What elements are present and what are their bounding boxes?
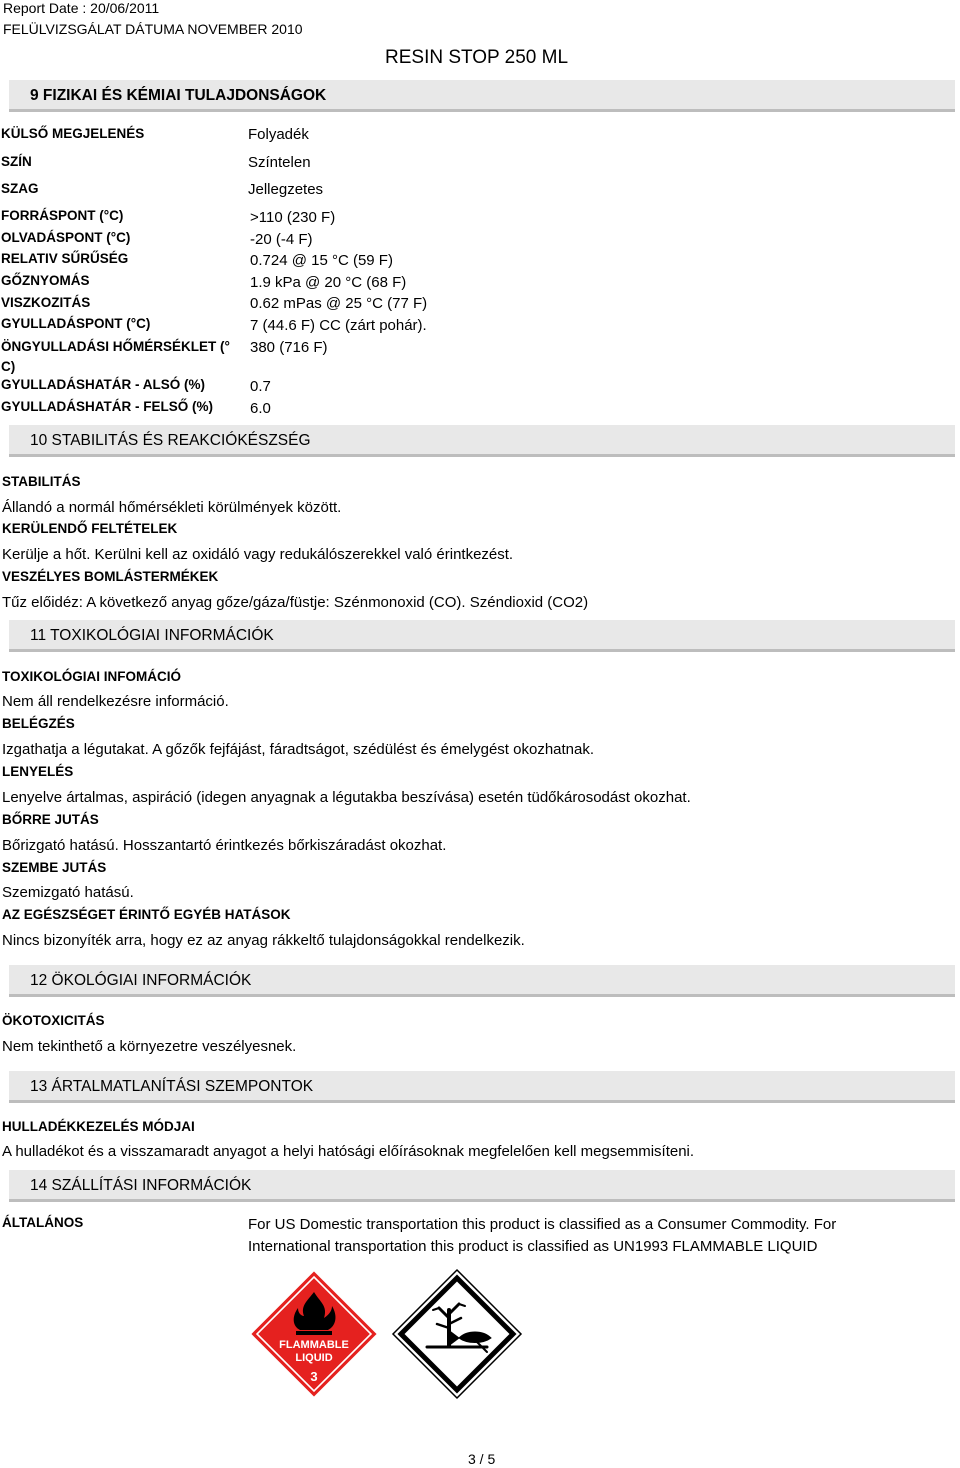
prop-label: SZÍN [1,154,32,169]
prop-label: FORRÁSPONT (°C) [1,208,124,223]
prop-value: 6.0 [250,400,271,417]
section-9-title: 9 FIZIKAI ÉS KÉMIAI TULAJDONSÁGOK [30,87,327,104]
prop-value: 380 (716 F) [250,339,328,356]
section-12-header [9,965,955,997]
section-14-header [9,1170,955,1202]
transport-general-text: For US Domestic transportation this product is classified as a Consumer Commodity. For International transportation this product is classified as UN1993 FLAMMABLE LIQUID [248,1216,837,1255]
ecotoxicity-label: ÖKOTOXICITÁS [2,1013,105,1028]
stability-text: Állandó a normál hőmérsékleti körülmények között. [2,499,342,516]
tox-info-text: Nem áll rendelkezésre információ. [2,693,229,710]
section-13-title: 13 ÁRTALMATLANÍTÁSI SZEMPONTOK [30,1078,314,1095]
flammable-line2: LIQUID [295,1352,333,1364]
revision-date: FELÜLVIZSGÁLAT DÁTUMA NOVEMBER 2010 [3,21,303,37]
prop-label: OLVADÁSPONT (°C) [1,230,131,245]
prop-label: GYULLADÁSHATÁR - ALSÓ (%) [1,377,205,392]
ingestion-text: Lenyelve ártalmas, aspiráció (idegen anyagnak a légutakba beszívása) esetén tüdőkárosodást okozhat. [2,789,691,806]
other-effects-text: Nincs bizonyíték arra, hogy ez az anyag rákkeltő tulajdonságokkal rendelkezik. [2,932,525,949]
ingestion-label: LENYELÉS [2,764,74,779]
decomposition-label: VESZÉLYES BOMLÁSTERMÉKEK [2,569,219,584]
flammable-liquid-pictogram [248,1268,380,1400]
disposal-text: A hulladékot és a visszamaradt anyagot a helyi hatósági előírásoknak megfelelően kell megsemmisíteni. [2,1143,695,1160]
section-10-title: 10 STABILITÁS ÉS REAKCIÓKÉSZSÉG [30,432,311,449]
product-title: RESIN STOP 250 ML [385,47,569,68]
prop-label: GYULLADÁSHATÁR - FELSŐ (%) [1,399,213,414]
section-14-title: 14 SZÁLLÍTÁSI INFORMÁCIÓK [30,1177,252,1194]
eye-contact-text: Szemizgató hatású. [2,884,134,901]
skin-contact-label: BŐRRE JUTÁS [2,812,99,827]
avoid-conditions-label: KERÜLENDŐ FELTÉTELEK [2,521,178,536]
section-10-header [9,425,955,457]
prop-value: -20 (-4 F) [250,231,313,248]
prop-label: VISZKOZITÁS [1,295,91,310]
prop-label: ÖNGYULLADÁSI HŐMÉRSÉKLET (° C) [1,339,230,374]
other-effects-label: AZ EGÉSZSÉGET ÉRINTŐ EGYÉB HATÁSOK [2,907,291,922]
section-9-header [9,80,955,112]
prop-label: GYULLADÁSPONT (°C) [1,316,151,331]
prop-label: GŐZNYOMÁS [1,273,90,288]
disposal-label: HULLADÉKKEZELÉS MÓDJAI [2,1119,195,1134]
transport-general-label: ÁLTALÁNOS [2,1215,84,1230]
prop-value: 1.9 kPa @ 20 °C (68 F) [250,274,407,291]
prop-value: 7 (44.6 F) CC (zárt pohár). [250,317,427,334]
section-11-header [9,620,955,652]
prop-label: RELATIV SŰRŰSÉG [1,251,129,266]
avoid-conditions-text: Kerülje a hőt. Kerülni kell az oxidáló vagy redukálószerekkel való érintkezést. [2,546,514,563]
section-13-header [9,1071,955,1103]
environmental-hazard-pictogram [391,1268,523,1400]
prop-value: >110 (230 F) [250,209,336,226]
skin-contact-text: Bőrizgató hatású. Hosszantartó érintkezés bőrkiszáradást okozhat. [2,837,447,854]
inhalation-label: BELÉGZÉS [2,716,75,731]
tox-info-label: TOXIKOLÓGIAI INFOMÁCIÓ [2,669,182,684]
section-11-title: 11 TOXIKOLÓGIAI INFORMÁCIÓK [30,627,274,644]
eye-contact-label: SZEMBE JUTÁS [2,860,107,875]
prop-value: 0.62 mPas @ 25 °C (77 F) [250,295,428,312]
stability-label: STABILITÁS [2,474,81,489]
prop-value: 0.7 [250,378,271,395]
decomposition-text: Tűz előidéz: A következő anyag gőze/gáza/füstje: Szénmonoxid (CO). Széndioxid (CO2) [2,594,589,611]
flammable-line1: FLAMMABLE [279,1339,349,1351]
prop-value: Színtelen [248,154,311,171]
hazard-class-number: 3 [310,1369,318,1384]
prop-label: SZAG [1,181,39,196]
prop-value: Jellegzetes [248,181,324,198]
section-12-title: 12 ÖKOLÓGIAI INFORMÁCIÓK [30,972,252,989]
inhalation-text: Izgathatja a légutakat. A gőzők fejfájást, fáradtságot, szédülést és émelygést okozhatnak. [2,741,595,758]
page-number: 3 / 5 [468,1451,496,1467]
ecotoxicity-text: Nem tekinthető a környezetre veszélyesnek. [2,1038,297,1055]
prop-label: KÜLSŐ MEGJELENÉS [1,126,145,141]
prop-value: 0.724 @ 15 °C (59 F) [250,252,393,269]
prop-value: Folyadék [248,126,309,143]
report-date: Report Date : 20/06/2011 [3,0,160,16]
